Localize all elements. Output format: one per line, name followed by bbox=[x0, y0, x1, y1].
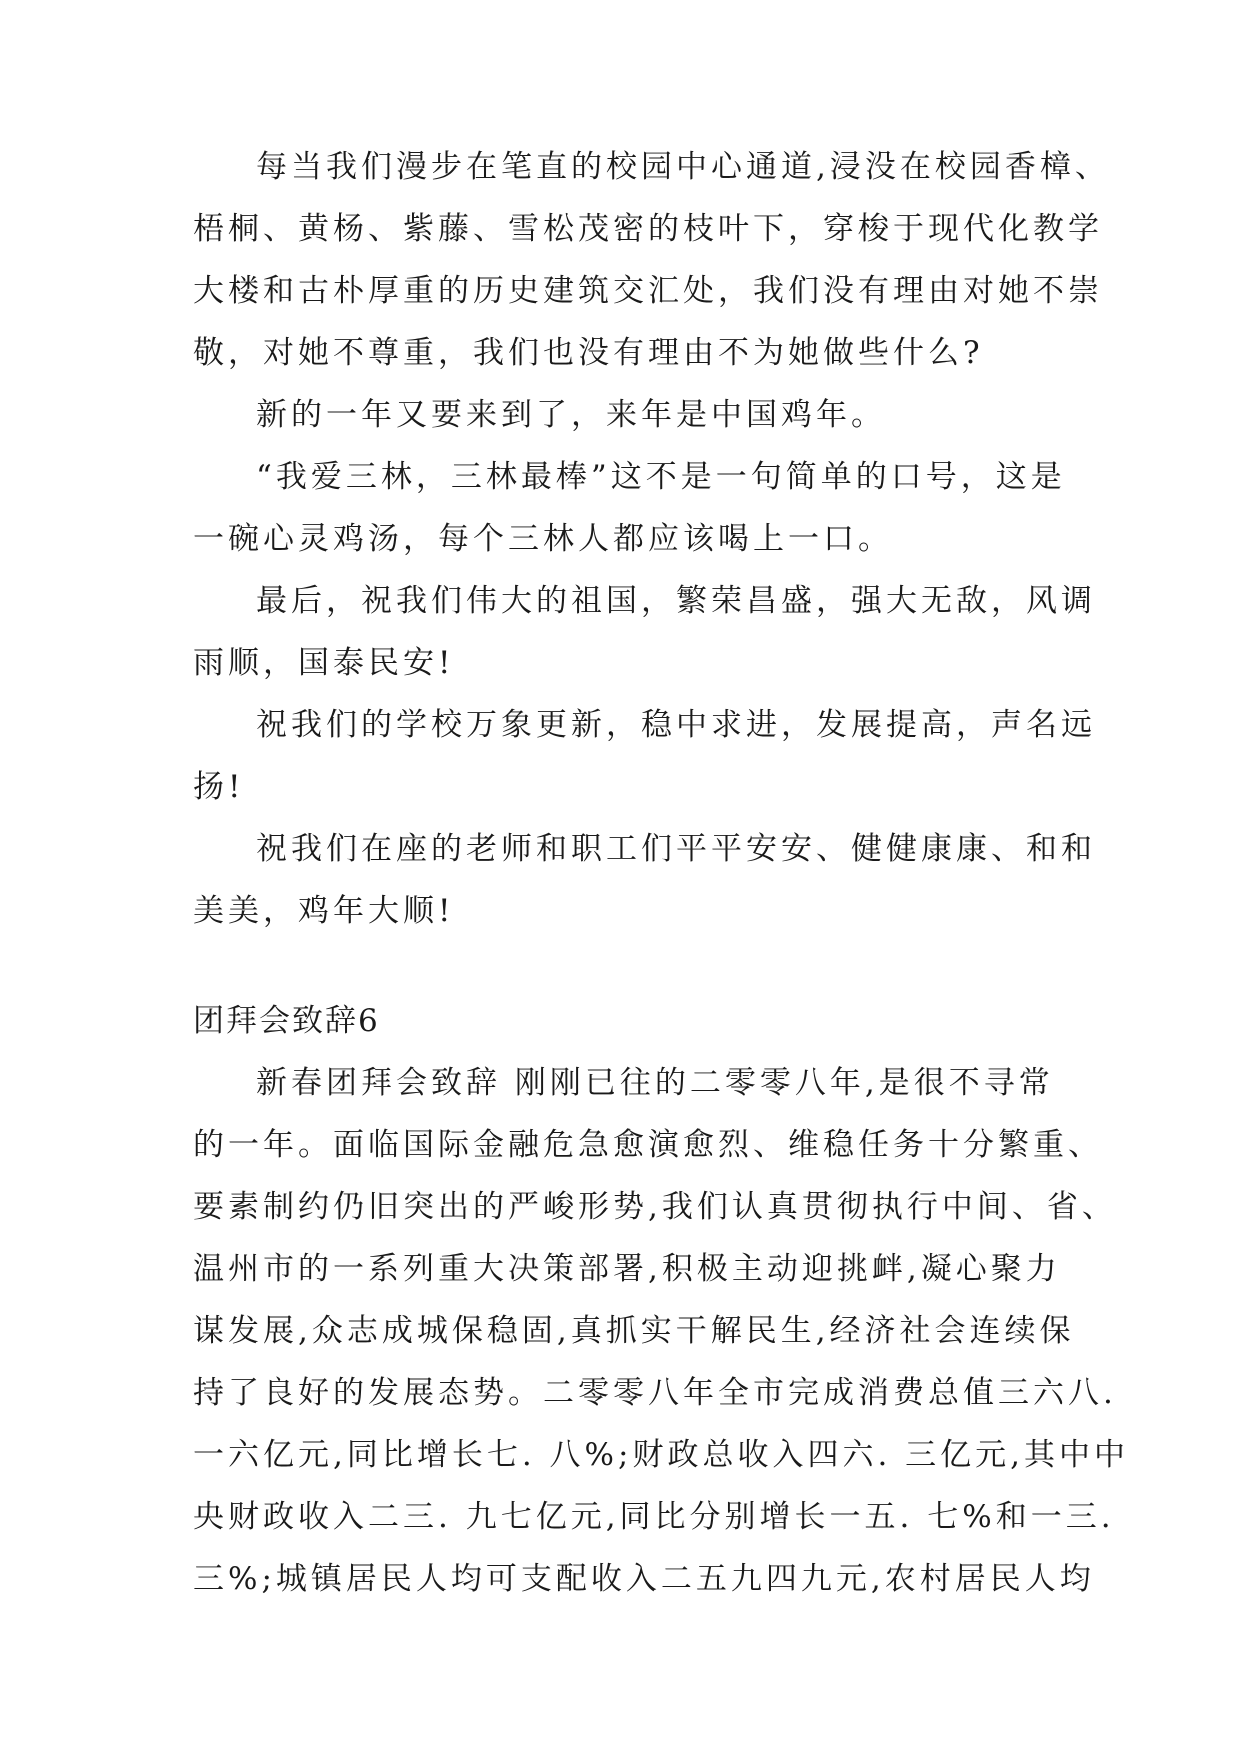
paragraph-line: 美美，鸡年大顺! bbox=[193, 893, 455, 929]
paragraph-line: 新的一年又要来到了，来年是中国鸡年。 bbox=[256, 397, 886, 433]
paragraph-line: 扬! bbox=[193, 769, 245, 805]
paragraph-line: “我爱三林，三林最棒”这不是一句简单的口号，这是 bbox=[256, 459, 1066, 495]
paragraph-wish-country bbox=[193, 570, 1096, 694]
paragraph-new-year bbox=[193, 384, 1093, 446]
paragraph-line: 新春团拜会致辞 刚刚已往的二零零八年,是很不寻常 bbox=[256, 1065, 1054, 1101]
paragraph-line: 三%;城镇居民人均可支配收入二五九四九元,农村居民人均 bbox=[193, 1561, 1095, 1597]
paragraph-line: 每当我们漫步在笔直的校园中心通道,浸没在校园香樟、 bbox=[256, 149, 1110, 185]
paragraph-line: 祝我们的学校万象更新，稳中求进，发展提高，声名远 bbox=[256, 707, 1096, 743]
document-body bbox=[193, 136, 1130, 1610]
paragraph-wish-school bbox=[193, 694, 1096, 818]
section-spacer bbox=[193, 942, 1093, 990]
paragraph-slogan bbox=[193, 446, 1093, 570]
paragraph-line: 央财政收入二三. 九七亿元,同比分别增长一五. 七%和一三. bbox=[193, 1499, 1115, 1535]
paragraph-line: 要素制约仍旧突出的严峻形势,我们认真贯彻执行中间、省、 bbox=[193, 1189, 1117, 1225]
paragraph-line: 最后，祝我们伟大的祖国，繁荣昌盛，强大无敌，风调 bbox=[256, 583, 1096, 619]
paragraph-line: 持了良好的发展态势。二零零八年全市完成消费总值三六八. bbox=[193, 1375, 1117, 1411]
paragraph-line: 祝我们在座的老师和职工们平平安安、健健康康、和和 bbox=[256, 831, 1096, 867]
paragraph-wish-staff bbox=[193, 818, 1096, 942]
paragraph-line: 梧桐、黄杨、紫藤、雪松茂密的枝叶下，穿梭于现代化教学 bbox=[193, 211, 1103, 247]
section-title: 团拜会致辞6 bbox=[193, 1003, 380, 1039]
paragraph-line: 谋发展,众志成城保稳固,真抓实干解民生,经济社会连续保 bbox=[193, 1313, 1075, 1349]
paragraph-speech bbox=[193, 1052, 1130, 1610]
paragraph-campus bbox=[193, 136, 1110, 384]
paragraph-line: 大楼和古朴厚重的历史建筑交汇处，我们没有理由对她不崇 bbox=[193, 273, 1103, 309]
paragraph-line: 雨顺，国泰民安! bbox=[193, 645, 455, 681]
paragraph-line: 的一年。面临国际金融危急愈演愈烈、维稳任务十分繁重、 bbox=[193, 1127, 1103, 1163]
paragraph-line: 敬，对她不尊重，我们也没有理由不为她做些什么? bbox=[193, 335, 984, 371]
paragraph-line: 一六亿元,同比增长七. 八%;财政总收入四六. 三亿元,其中中 bbox=[193, 1437, 1130, 1473]
paragraph-line: 温州市的一系列重大决策部署,积极主动迎挑衅,凝心聚力 bbox=[193, 1251, 1061, 1287]
paragraph-line: 一碗心灵鸡汤，每个三林人都应该喝上一口。 bbox=[193, 521, 893, 557]
